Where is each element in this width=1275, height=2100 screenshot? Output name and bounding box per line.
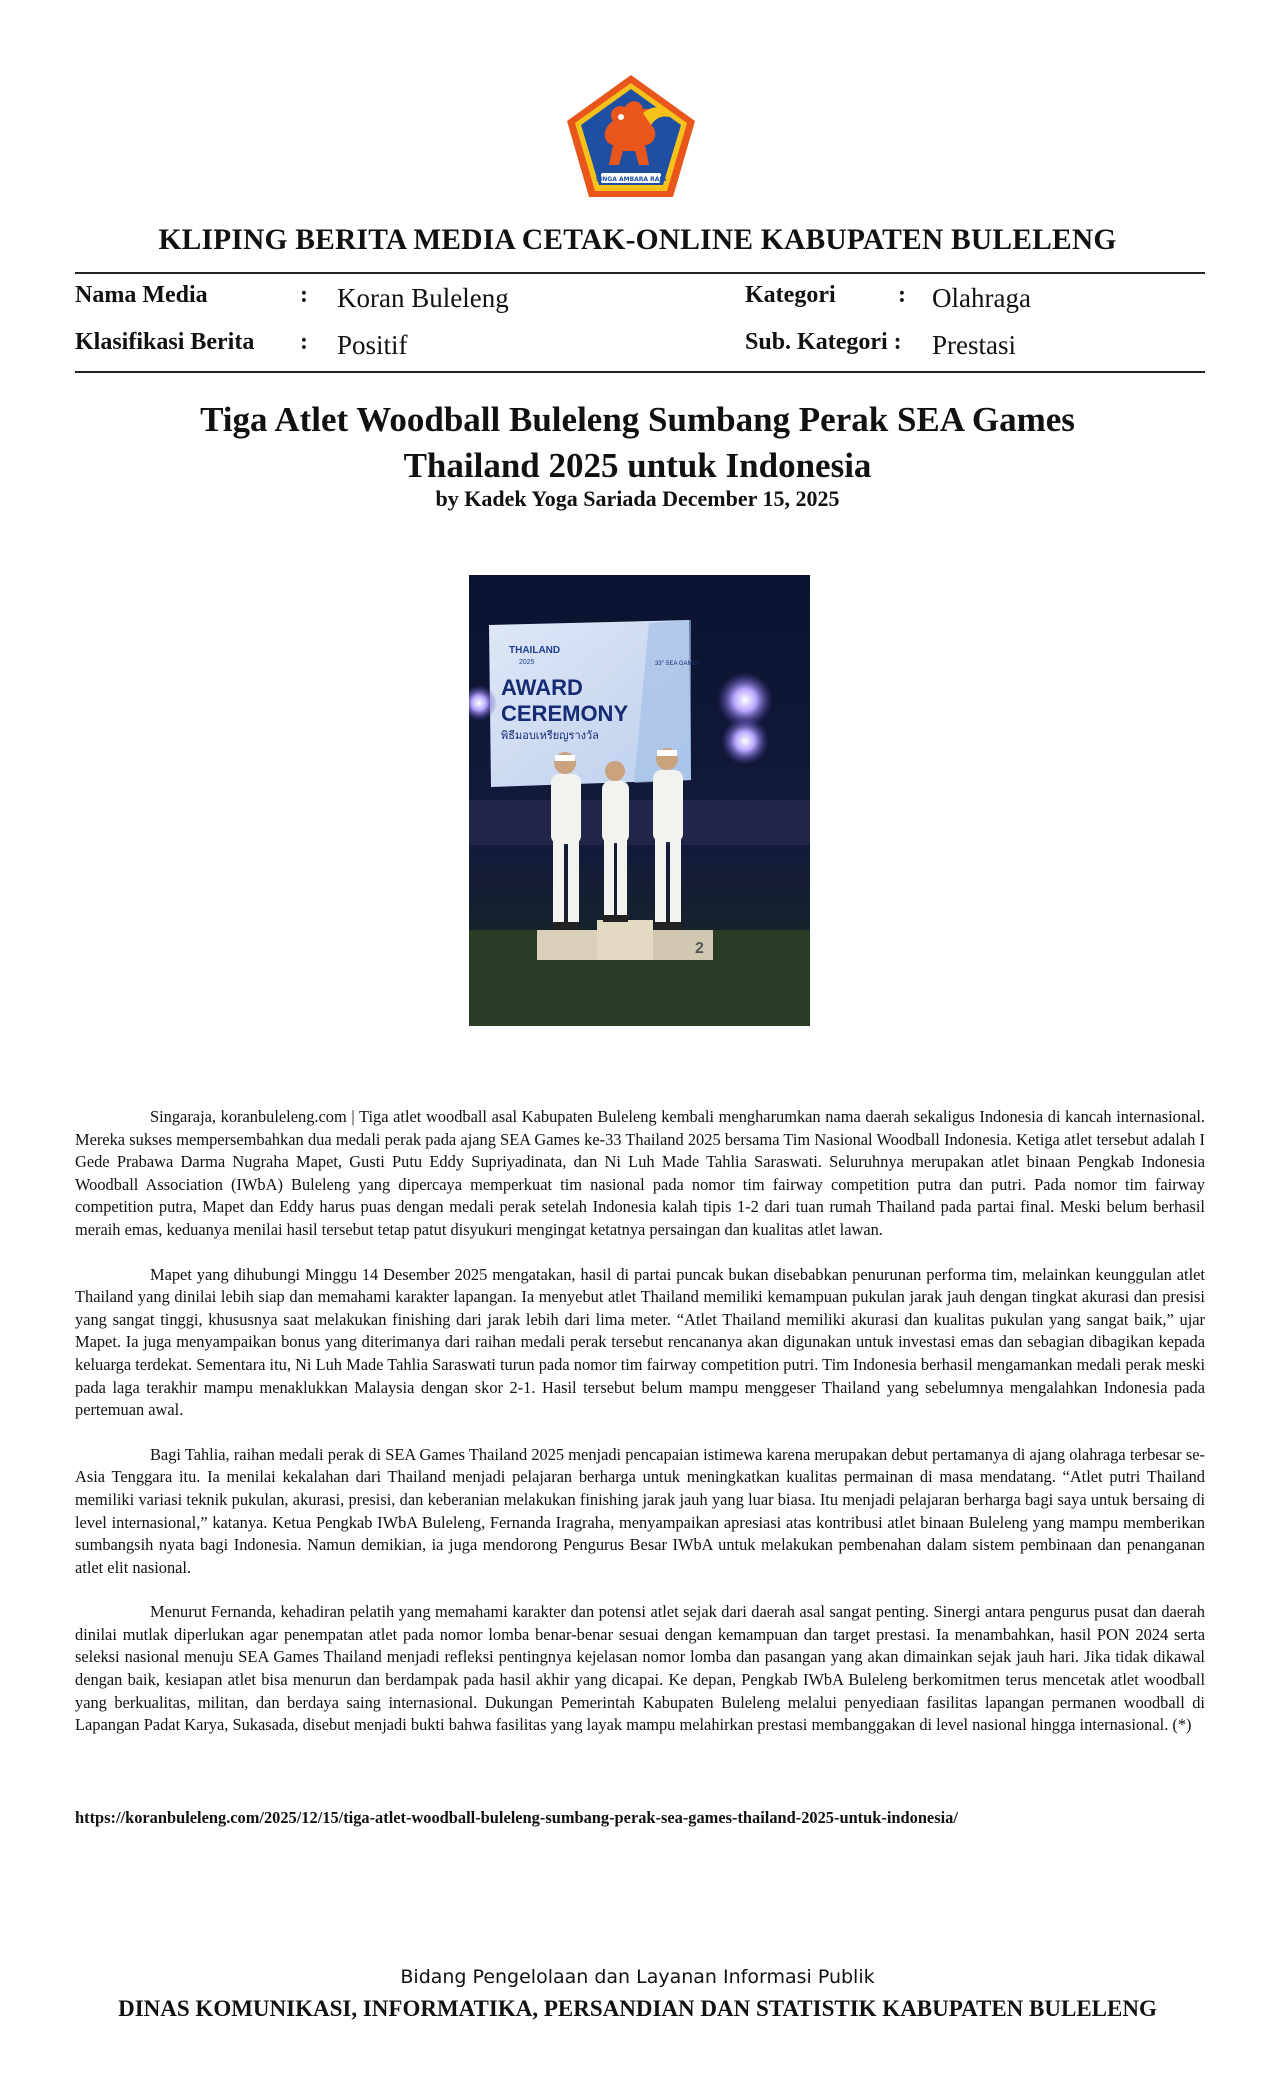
kliping-header-title: KLIPING BERITA MEDIA CETAK-ONLINE KABUPATEN BULELENG bbox=[158, 224, 1117, 256]
footer-agency: DINAS KOMUNIKASI, INFORMATIKA, PERSANDIAN DAN STATISTIK KABUPATEN BULELENG bbox=[118, 1996, 1157, 2021]
kategori-label: Kategori bbox=[745, 282, 836, 308]
svg-text:CEREMONY: CEREMONY bbox=[501, 701, 629, 726]
svg-text:พิธีมอบเหรียญรางวัล: พิธีมอบเหรียญรางวัล bbox=[501, 729, 599, 742]
article-title-line1: Tiga Atlet Woodball Buleleng Sumbang Perak SEA Games bbox=[200, 400, 1075, 439]
svg-text:SINGA AMBARA RAJA: SINGA AMBARA RAJA bbox=[595, 176, 667, 183]
klasifikasi-value: Positif bbox=[337, 330, 408, 360]
footer-division: Bidang Pengelolaan dan Layanan Informasi Publik bbox=[400, 1966, 875, 1988]
subkategori-label: Sub. Kategori : bbox=[745, 329, 902, 355]
media-value: Koran Buleleng bbox=[337, 283, 509, 313]
article-paragraph-4: Menurut Fernanda, kehadiran pelatih yang memahami karakter dan potensi atlet sejak dari daerah asal sangat penting. Sinergi antara pengurus pusat dan daerah dinilai mutlak diperlukan agar penempatan atlet pada nomor lomba benar-benar sesuai dengan kemampuan dan target prestasi. Ia menambahkan, hasil PON 2024 serta seleksi nasional menuju SEA Games Thailand menjadi refleksi pentingnya kejelasan nomor lomba dan pasangan yang akan dimainkan sejak jauh hari. Jika tidak dikawal dengan baik, kesiapan atlet bisa menurun dan berdampak pada hasil akhir yang dicapai. Ke depan, Pengkab IWbA Buleleng berkomitmen terus mencetak atlet woodball yang berkualitas, militan, dan berdaya saing internasional. Dukungan Pemerintah Kabupaten Buleleng melalui penyediaan fasilitas lapangan permanen woodball di Lapangan Padat Karya, Sukasada, disebut menjadi bukti bahwa fasilitas yang layak mampu melahirkan prestasi membanggakan di level nasional hingga internasional. (*) bbox=[75, 1602, 1205, 1735]
svg-text:2025: 2025 bbox=[519, 659, 535, 666]
media-colon: : bbox=[300, 282, 308, 308]
header-divider-top bbox=[75, 272, 1205, 274]
header-divider-bottom bbox=[75, 371, 1205, 373]
svg-text:2: 2 bbox=[695, 940, 704, 957]
klasifikasi-label: Klasifikasi Berita bbox=[75, 329, 255, 355]
source-url: https://koranbuleleng.com/2025/12/15/tiga-atlet-woodball-buleleng-sumbang-perak-sea-games-thailand-2025-untuk-indonesia/ bbox=[75, 1808, 958, 1827]
kategori-value: Olahraga bbox=[932, 283, 1031, 313]
article-title bbox=[100, 397, 1175, 489]
kategori-colon: : bbox=[898, 282, 906, 308]
article-body bbox=[75, 1106, 1205, 1759]
svg-text:AWARD: AWARD bbox=[501, 675, 583, 700]
svg-text:THAILAND: THAILAND bbox=[509, 645, 561, 656]
klasifikasi-colon: : bbox=[300, 329, 308, 355]
svg-text:33" SEA GAMES: 33" SEA GAMES bbox=[655, 661, 701, 667]
buleleng-crest-logo bbox=[563, 73, 699, 201]
article-title-line2: Thailand 2025 untuk Indonesia bbox=[403, 446, 872, 485]
article-paragraph-1: Singaraja, koranbuleleng.com | Tiga atlet woodball asal Kabupaten Buleleng kembali mengharumkan nama daerah sekaligus Indonesia di kancah internasional. Mereka sukses mempersembahkan dua medali perak pada ajang SEA Games ke-33 Thailand 2025 bersama Tim Nasional Woodball Indonesia. Ketiga atlet tersebut adalah I Gede Prabawa Darma Nugraha Mapet, Gusti Putu Eddy Supriyadinata, dan Ni Luh Made Tahlia Saraswati. Seluruhnya merupakan atlet binaan Pengkab Indonesia Woodball Association (IWbA) Buleleng yang dipercaya memperkuat tim nasional pada nomor tim fairway competition putra dan putri. Pada nomor tim fairway competition putra, Mapet dan Eddy harus puas dengan medali perak setelah Indonesia kalah tipis 1-2 dari tuan rumah Thailand pada partai final. Meski belum berhasil meraih emas, keduanya menilai hasil tersebut tetap patut disyukuri mengingat ketatnya persaingan dan kualitas atlet lawan. bbox=[75, 1107, 1205, 1239]
subkategori-value: Prestasi bbox=[932, 330, 1016, 360]
media-label: Nama Media bbox=[75, 282, 208, 308]
article-paragraph-3: Bagi Tahlia, raihan medali perak di SEA Games Thailand 2025 menjadi pencapaian istimewa karena merupakan debut pertamanya di ajang olahraga terbesar se-Asia Tenggara itu. Ia menilai kekalahan dari Thailand menjadi pelajaran berharga untuk meningkatkan kualitas permainan di masa mendatang. “Atlet putri Thailand memiliki variasi teknik pukulan, akurasi, presisi, dan keberanian melakukan finishing jarak jauh yang luar biasa. Itu menjadi pelajaran berharga bagi saya untuk bersaing di level internasional,” katanya. Ketua Pengkab IWbA Buleleng, Fernanda Iragraha, menyampaikan apresiasi atas kontribusi atlet binaan Buleleng yang mampu memberikan sumbangsih nyata bagi Indonesia. Namun demikian, ia juga mendorong Pengurus Besar IWbA untuk melakukan pembenahan dalam sistem pembinaan dan penanganan atlet elit nasional. bbox=[75, 1444, 1205, 1577]
article-byline: by Kadek Yoga Sariada December 15, 2025 bbox=[435, 486, 840, 511]
award-ceremony-photo bbox=[469, 575, 810, 1026]
article-paragraph-2: Mapet yang dihubungi Minggu 14 Desember 2025 mengatakan, hasil di partai puncak bukan disebabkan penurunan performa tim, melainkan keunggulan atlet Thailand yang dinilai lebih siap dan memahami karakter lapangan. Ia menyebut atlet Thailand memiliki kemampuan pukulan jarak jauh dengan tingkat akurasi dan presisi yang sangat tinggi, khususnya saat melakukan finishing dari jarak lebih dari lima meter. “Atlet Thailand memiliki akurasi dan kualitas pukulan yang sangat baik,” ujar Mapet. Ia juga menyampaikan bonus yang diterimanya dari raihan medali perak tersebut rencananya akan digunakan untuk investasi emas dan sebagian dibagikan kepada keluarga terdekat. Sementara itu, Ni Luh Made Tahlia Saraswati turun pada nomor tim fairway competition putri. Tim Indonesia berhasil mengamankan medali perak meski pada laga terakhir mampu menaklukkan Malaysia dengan skor 2-1. Hasil tersebut belum mampu menggeser Thailand yang sebelumnya mengalahkan Indonesia pada pertemuan awal. bbox=[75, 1264, 1205, 1420]
